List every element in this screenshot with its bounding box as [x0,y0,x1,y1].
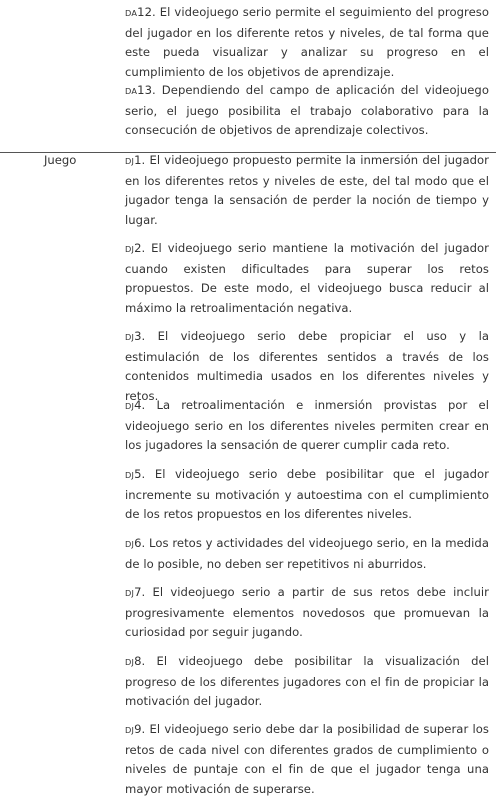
table-row [125,465,489,525]
item-text: 7. El videojuego serio a partir de sus retos debe incluir progresivamente elementos novedosos que promuevan la curiosidad por seguir jugando. [125,585,489,640]
item-code: DA [125,8,138,18]
item-code: DJ [125,588,135,598]
item-text: 5. El videojuego serio debe posibilitar que el jugador incremente su motivación y autoestima con el cumplimiento de los retos propuestos en los diferentes niveles. [125,467,489,522]
table-row [125,81,489,141]
item-code: DJ [125,539,135,549]
table-row [125,583,489,643]
item-text: 13. Dependiendo del campo de aplicación del videojuego serio, el juego posibilita el trabajo colaborativo para la consecución de objetivos de aprendizaje colectivos. [125,83,489,138]
item-text: 6. Los retos y actividades del videojuego serio, en la medida de lo posible, no deben ser repetitivos ni aburridos. [125,536,489,571]
table-row [125,327,489,406]
table-row [125,3,489,82]
table-row [125,720,489,799]
item-text: 3. El videojuego serio debe propiciar el uso y la estimulación de los diferentes sentidos a través de los contenidos multimedia usados en los diferentes niveles y retos. [125,329,489,403]
table-row [125,534,489,574]
item-text: 1. El videojuego propuesto permite la inmersión del jugador en los diferentes retos y niveles de este, del tal modo que el jugador tenga la sensación de perder la noción de tiempo y lugar. [125,153,489,227]
item-code: DJ [125,657,135,667]
table-row [125,239,489,318]
category-label: Juego [44,153,77,167]
item-text: 9. El videojuego serio debe dar la posibilidad de superar los retos de cada nivel con diferentes grados de cumplimiento o niveles de puntaje con el fin de que el jugador tenga una mayor motivación de superarse. [125,722,489,796]
item-code: DJ [125,156,135,166]
table-row [125,396,489,456]
item-text: 4. La retroalimentación e inmersión provistas por el videojuego serio en los diferentes niveles permiten crear en los jugadores la sensación de querer cumplir cada reto. [125,398,489,453]
item-code: DJ [125,244,135,254]
table-row [125,151,489,230]
item-code: DJ [125,470,135,480]
item-code: DA [125,86,138,96]
item-code: DJ [125,401,135,411]
item-text: 2. El videojuego serio mantiene la motivación del jugador cuando existen dificultades para superar los retos propuestos. De este modo, el videojuego busca reducir al máximo la retroalimentación negativa. [125,241,489,315]
item-text: 12. El videojuego serio permite el seguimiento del progreso del jugador en los diferente retos y niveles, de tal forma que este pueda visualizar y analizar su progreso en el cumplimiento de los objetivos de aprendizaje. [125,5,489,79]
table-row [125,652,489,712]
item-code: DJ [125,332,135,342]
item-code: DJ [125,725,135,735]
item-text: 8. El videojuego debe posibilitar la visualización del progreso de los diferentes jugadores con el fin de propiciar la motivación del jugador. [125,654,489,709]
